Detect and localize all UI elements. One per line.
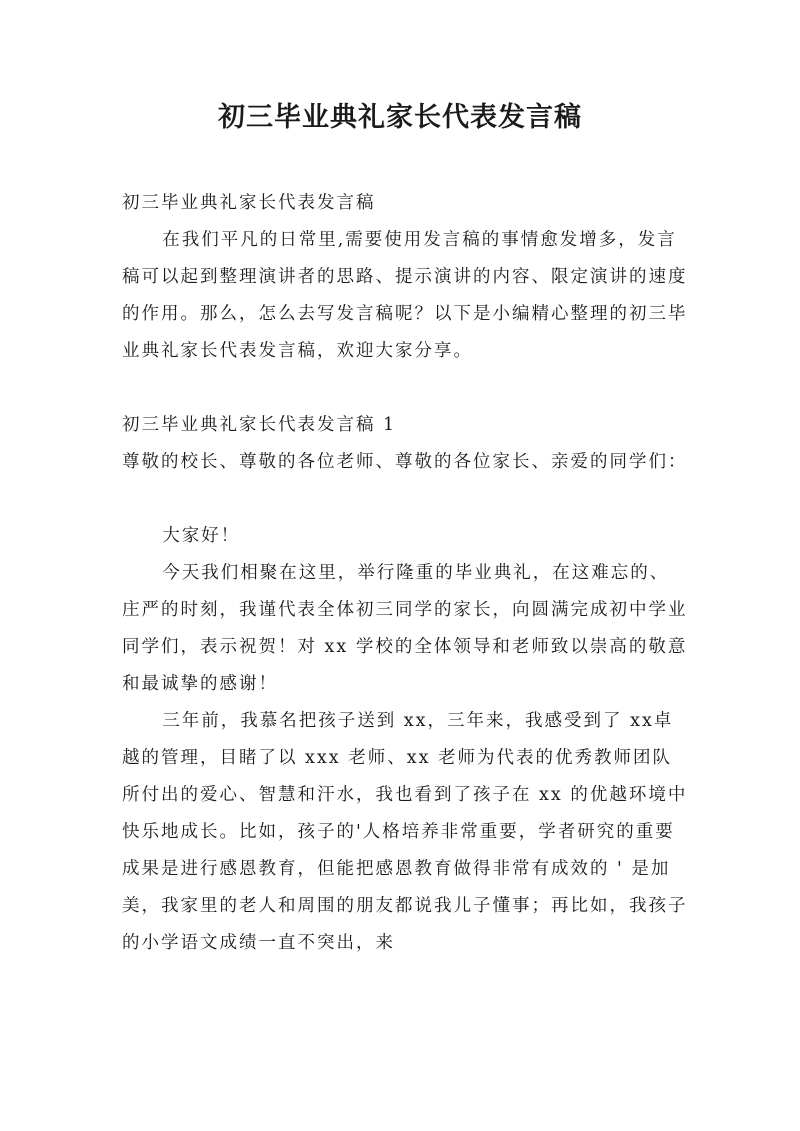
greeting: 大家好！: [162, 526, 241, 546]
intro-paragraph: 在我们平凡的日常里,需要使用发言稿的事情愈发增多，发言稿可以起到整理演讲者的思路、提示演讲的内容、限定演讲的速度的作用。那么，怎么去写发言稿呢？以下是小编精心整理的初三毕业典礼家长代表发言稿，欢迎大家分享。: [122, 230, 688, 361]
spacer: [122, 481, 688, 518]
body-paragraph-1: 今天我们相聚在这里，举行隆重的毕业典礼，在这难忘的、庄严的时刻，我谨代表全体初三同学的家长，向圆满完成初中学业同学们，表示祝贺！对 xx 学校的全体领导和老师致以崇高的敬意和最诚挚的感谢！: [122, 563, 688, 694]
section-heading: 初三毕业典礼家长代表发言稿 1: [122, 415, 397, 435]
document-body: [122, 185, 688, 962]
salutation: 尊敬的校长、尊敬的各位老师、尊敬的各位家长、亲爱的同学们：: [122, 452, 688, 472]
document-subtitle: 初三毕业典礼家长代表发言稿: [122, 193, 376, 213]
spacer: [122, 370, 688, 407]
body-paragraph-2: 三年前，我慕名把孩子送到 xx，三年来，我感受到了 xx卓越的管理，目睹了以 xxx 老师、xx 老师为代表的优秀教师团队所付出的爱心、智慧和汗水，我也看到了孩子在 xx 的优越环境中快乐地成长。比如，孩子的'人格培养非常重要，学者研究的重要成果是进行感恩教育，但能把感恩教育做得非常有成效的 ' 是加美，我家里的老人和周围的朋友都说我儿子懂事；再比如，我孩子的小学语文成绩一直不突出，来: [122, 711, 688, 953]
document-title: 初三毕业典礼家长代表发言稿: [218, 102, 582, 133]
